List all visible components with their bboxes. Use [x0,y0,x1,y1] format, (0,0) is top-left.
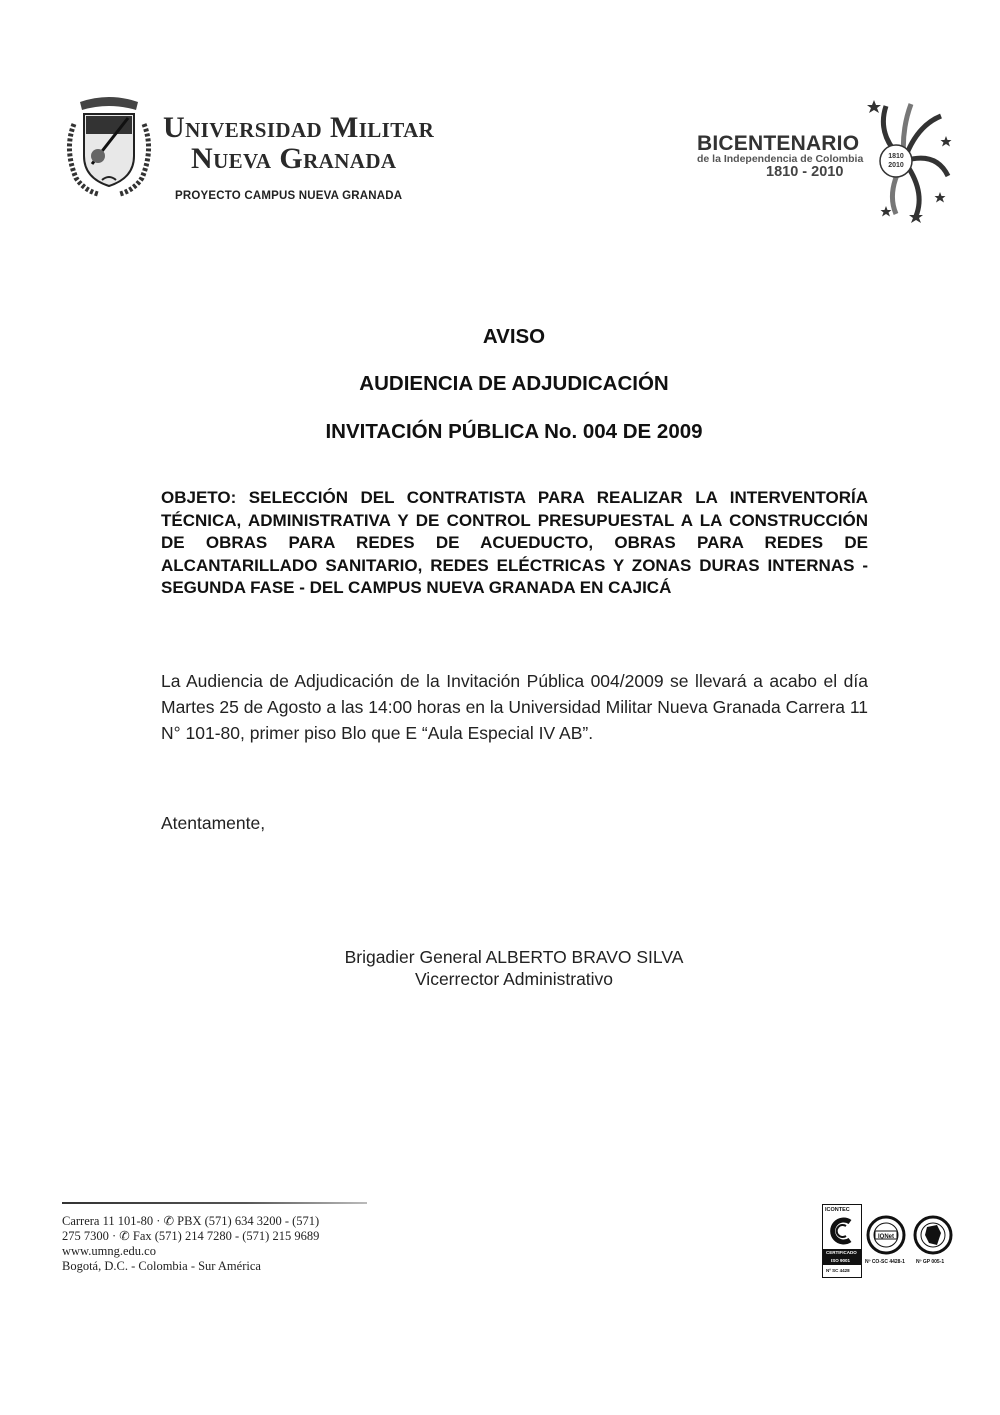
university-name-line2: Nueva Granada [191,142,397,175]
icontec-c-icon [828,1216,856,1246]
university-crest-icon [62,94,156,198]
invitation-heading: INVITACIÓN PÚBLICA No. 004 DE 2009 [325,420,703,443]
badge-year-top: 1810 [888,153,904,160]
hearing-details-paragraph: La Audiencia de Adjudicación de la Invitación Pública 004/2009 se llevará a acabo el día Martes 25 de Agosto a las 14:00 horas en la Universidad Militar Nueva Granada Carrera 11 N° 101-80, primer piso Blo que E “Aula Especial IV AB”. [161,671,868,743]
certificado-label: CERTIFICADO [826,1250,857,1255]
signer-name: Brigadier General ALBERTO BRAVO SILVA [344,947,684,967]
badge-year-bottom: 2010 [888,162,904,169]
bicentenario-title: BICENTENARIO [697,132,860,155]
footer-address [62,1214,319,1274]
university-name-line1: Universidad Militar [163,111,435,144]
university-name [163,112,434,174]
gp-code: Nº GP 005-1 [916,1259,945,1265]
address-line-1: Carrera 11 101-80 · ✆ PBX (571) 634 3200 - (571) [62,1214,320,1228]
iqnet-certification-icon [866,1215,906,1255]
objeto-paragraph: OBJETO: SELECCIÓN DEL CONTRATISTA PARA REALIZAR LA INTERVENTORÍA TÉCNICA, ADMINISTRATIVA Y DE CONTROL PRESUPUESTAL A LA CONSTRUCCIÓN DE OBRAS PARA REDES DE ACUEDUCTO, OBRAS PARA REDES DE ALCANTARILLADO SANITARIO, REDES ELÉCTRICAS Y ZONAS DURAS INTERNAS - SEGUNDA FASE - DEL CAMPUS NUEVA GRANADA EN CAJICÁ [161,488,868,597]
iqnet-code: Nº CO-SC 4428-1 [865,1259,905,1265]
gp-certification-icon [913,1215,953,1255]
icontec-label: ICONTEC [825,1207,850,1213]
project-name: PROYECTO CAMPUS NUEVA GRANADA [175,190,403,202]
hearing-heading: AUDIENCIA DE ADJUDICACIÓN [359,372,669,395]
signer-title: Vicerrector Administrativo [414,969,614,989]
notice-heading: AVISO [482,325,546,348]
bicentenario-logo-block [690,96,955,226]
icontec-certification-icon [822,1204,862,1278]
city-text: Bogotá, D.C. - Colombia - Sur América [62,1259,261,1273]
bicentenario-subtitle: de la Independencia de Colombia [697,153,864,165]
website-text: www.umng.edu.co [62,1244,156,1258]
university-logo-block [62,94,462,210]
address-line-2: 275 7300 · ✆ Fax (571) 214 7280 - (571) 215 9689 [62,1229,320,1243]
icontec-code: Nº SC 4428 [826,1268,850,1273]
iqnet-label: IQNet [877,1234,895,1240]
bicentenario-years: 1810 - 2010 [766,164,844,180]
closing-salutation: Atentamente, [161,813,266,833]
certification-logos [818,1203,958,1279]
signature-block [300,946,728,990]
iso-label: ISO 9001 [831,1258,851,1263]
footer-divider [62,1202,367,1204]
star-burst-icon [856,96,954,226]
